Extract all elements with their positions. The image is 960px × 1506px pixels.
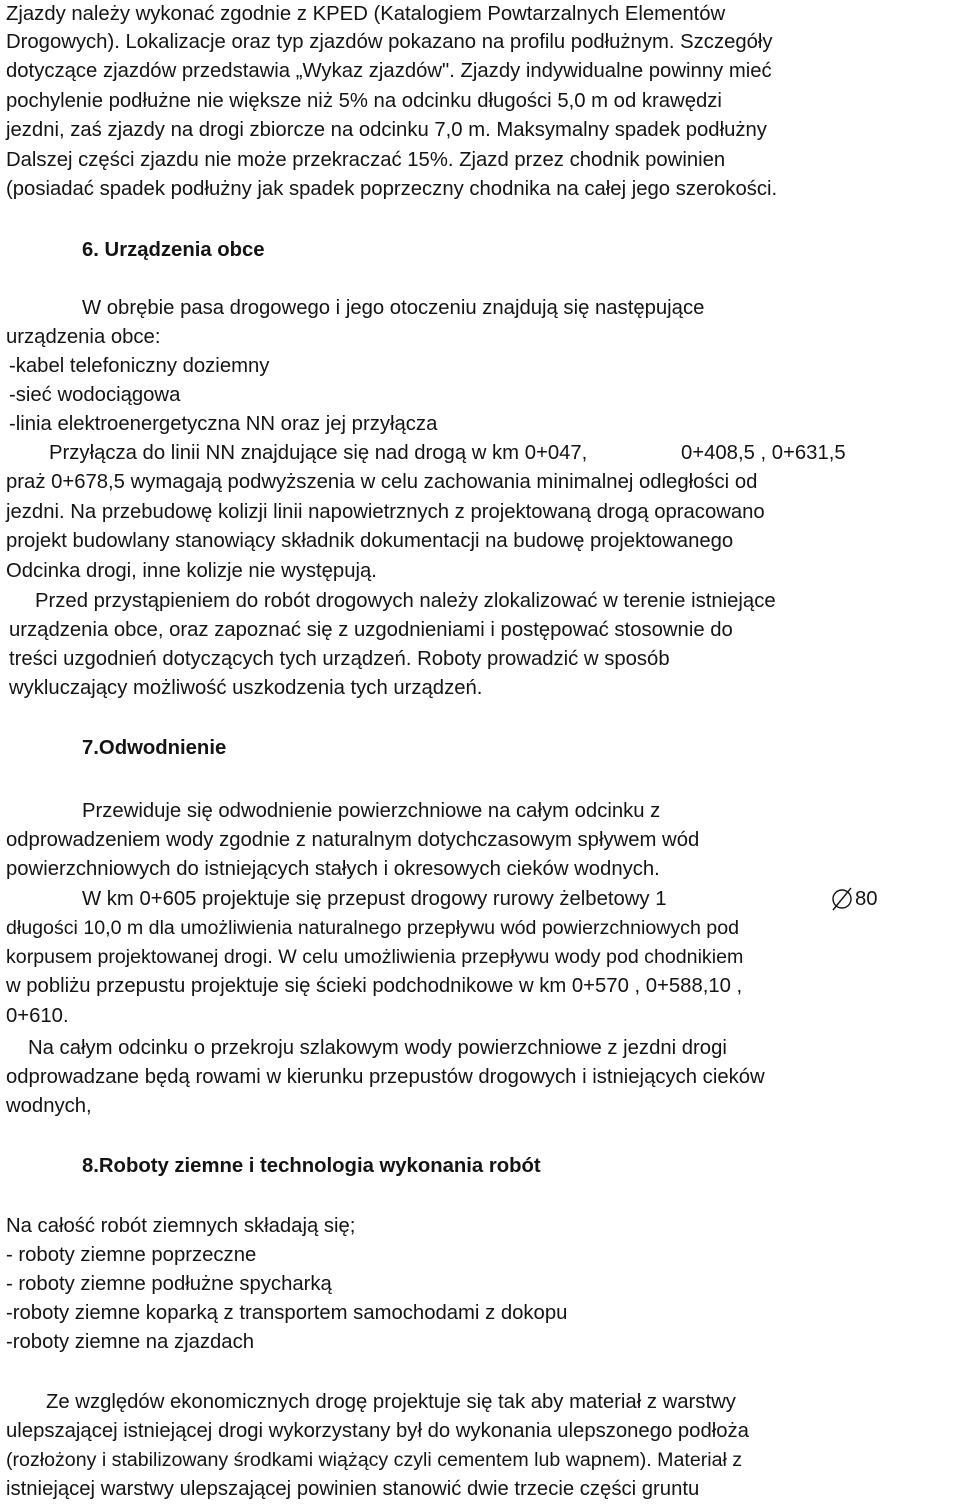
text-line: wodnych, [6, 1095, 92, 1117]
text-line: W obrębie pasa drogowego i jego otoczeniu znajdują się następujące [82, 297, 705, 319]
text-line: (rozłożony i stabilizowany środkami wiążący czyli cementem lub wapnem). Materiał z [6, 1449, 743, 1471]
text-line: 80 [855, 888, 878, 910]
text-line: Ze względów ekonomicznych drogę projektuje się tak aby materiał z warstwy [46, 1391, 736, 1413]
list-item: -roboty ziemne koparką z transportem samochodami z dokopu [6, 1302, 568, 1324]
text-line: korpusem projektowanej drogi. W celu umożliwienia przepływu wody pod chodnikiem [6, 946, 744, 968]
text-line: powierzchniowych do istniejących stałych i okresowych cieków wodnych. [6, 858, 660, 880]
list-item: -linia elektroenergetyczna NN oraz jej przyłącza [9, 413, 438, 435]
text-line: Na całość robót ziemnych składają się; [6, 1215, 356, 1237]
section-heading: 6. Urządzenia obce [82, 239, 265, 261]
text-line: odprowadzeniem wody zgodnie z naturalnym dotychczasowym spływem wód [6, 829, 700, 851]
text-line: dotyczące zjazdów przedstawia „Wykaz zjazdów". Zjazdy indywidualne powinny mieć [6, 60, 772, 82]
text-line: 0+610. [6, 1005, 69, 1027]
text-line: projekt budowlany stanowiący składnik dokumentacji na budowę projektowanego [6, 530, 734, 552]
text-line: Przewiduje się odwodnienie powierzchniowe na całym odcinku z [82, 800, 661, 822]
text-line: urządzenia obce, oraz zapoznać się z uzgodnieniami i postępować stosownie do [9, 619, 733, 641]
text-line: wykluczający możliwość uszkodzenia tych urządzeń. [9, 677, 483, 699]
list-item: -kabel telefoniczny doziemny [9, 355, 270, 377]
text-line: pochylenie podłużne nie większe niż 5% na odcinku długości 5,0 m od krawędzi [6, 90, 722, 112]
diameter-icon [831, 885, 853, 912]
text-line: (posiadać spadek podłużny jak spadek poprzeczny chodnika na całej jego szerokości. [6, 178, 778, 200]
text-line: jezdni. Na przebudowę kolizji linii napowietrznych z projektowaną drogą opracowano [6, 501, 765, 523]
text-line: długości 10,0 m dla umożliwienia naturalnego przepływu wód powierzchniowych pod [6, 917, 739, 939]
section-heading: 7.Odwodnienie [82, 737, 227, 759]
text-line: treści uzgodnień dotyczących tych urządzeń. Roboty prowadzić w sposób [9, 648, 670, 670]
text-line: 0+408,5 , 0+631,5 [681, 442, 846, 464]
list-item: - roboty ziemne podłużne spycharką [6, 1273, 332, 1295]
text-line: w pobliżu przepustu projektuje się ścieki podchodnikowe w km 0+570 , 0+588,10 , [6, 975, 743, 997]
list-item: -roboty ziemne na zjazdach [6, 1331, 255, 1353]
text-line: Przed przystąpieniem do robót drogowych należy zlokalizować w terenie istniejące [35, 590, 776, 612]
text-line: Drogowych). Lokalizacje oraz typ zjazdów pokazano na profilu podłużnym. Szczegóły [6, 31, 773, 53]
text-line: urządzenia obce: [6, 326, 161, 348]
text-line: Dalszej części zjazdu nie może przekraczać 15%. Zjazd przez chodnik powinien [6, 149, 726, 171]
text-line: W km 0+605 projektuje się przepust drogowy rurowy żelbetowy 1 [82, 888, 667, 910]
text-line: jezdni, zaś zjazdy na drogi zbiorcze na odcinku 7,0 m. Maksymalny spadek podłużny [6, 119, 767, 141]
text-line: praż 0+678,5 wymagają podwyższenia w celu zachowania minimalnej odległości od [6, 471, 758, 493]
text-line: odprowadzane będą rowami w kierunku przepustów drogowych i istniejących cieków [6, 1066, 765, 1088]
list-item: -sieć wodociągowa [9, 384, 181, 406]
text-line: Na całym odcinku o przekroju szlakowym wody powierzchniowe z jezdni drogi [28, 1037, 727, 1059]
text-line: Zjazdy należy wykonać zgodnie z KPED (Katalogiem Powtarzalnych Elementów [6, 3, 726, 25]
section-heading: 8.Roboty ziemne i technologia wykonania robót [82, 1155, 541, 1177]
text-line: Przyłącza do linii NN znajdujące się nad drogą w km 0+047, [49, 442, 588, 464]
text-line: ulepszającej istniejącej drogi wykorzystany był do wykonania ulepszonego podłoża [6, 1420, 749, 1442]
text-line: istniejącej warstwy ulepszającej powinien stanowić dwie trzecie części gruntu [6, 1478, 700, 1500]
list-item: - roboty ziemne poprzeczne [6, 1244, 257, 1266]
text-line: Odcinka drogi, inne kolizje nie występują. [6, 560, 377, 582]
